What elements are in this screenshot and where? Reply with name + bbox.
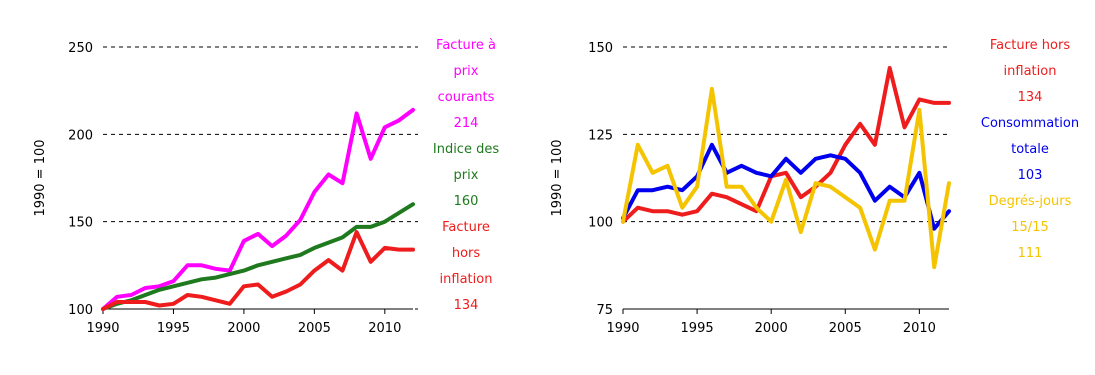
y-tick-label: 250 [68,41,93,56]
x-tick-label: 2000 [227,321,261,336]
legend-value-2: 160 [453,194,479,209]
y-tick-label: 150 [588,41,613,56]
legend-label-3: 15/15 [1011,220,1049,235]
x-tick-label: 2005 [297,321,331,336]
legend-label-3: inflation [439,272,493,287]
series-line-1 [623,68,949,222]
y-tick-label: 75 [596,303,613,318]
legend-label-1: Facture à [436,38,496,53]
legend-label-1: courants [437,90,495,105]
legend-label-2: Indice des [432,142,500,157]
x-tick-label: 2005 [828,321,862,336]
legend-label-1: Facture hors [989,38,1071,53]
legend-label-1: prix [453,64,479,79]
legend-label-1: inflation [1003,64,1057,79]
x-tick-label: 1995 [156,321,191,336]
y-axis-label: 1990 = 100 [550,139,565,217]
series-line-1 [103,110,413,309]
legend-value-1: 214 [453,116,479,131]
x-tick-label: 1990 [86,321,120,336]
series-line-3 [103,232,413,309]
legend-label-3: Facture [442,220,490,235]
x-tick-label: 1995 [680,321,714,336]
legend-label-2: prix [453,168,479,183]
legend-value-2: 103 [1017,168,1043,183]
chart-1 [33,38,499,336]
legend-label-3: Degrés-jours [988,194,1072,209]
y-axis-label: 1990 = 100 [33,139,48,217]
legend-label-3: hors [451,246,481,261]
legend-label-2: Consommation [980,116,1080,131]
x-tick-label: 2010 [368,321,402,336]
legend-label-2: totale [1011,142,1049,157]
y-tick-label: 125 [588,128,613,144]
x-tick-label: 1990 [606,321,640,336]
y-tick-label: 150 [68,215,93,231]
chart-2 [550,38,1079,336]
y-tick-label: 100 [588,215,613,231]
x-tick-label: 2000 [754,321,788,336]
legend-value-1: 134 [1017,90,1043,105]
y-tick-label: 200 [68,128,93,144]
x-tick-label: 2010 [902,321,936,336]
legend-value-3: 111 [1017,246,1043,261]
legend-value-3: 134 [453,298,479,313]
y-tick-label: 100 [68,303,93,318]
